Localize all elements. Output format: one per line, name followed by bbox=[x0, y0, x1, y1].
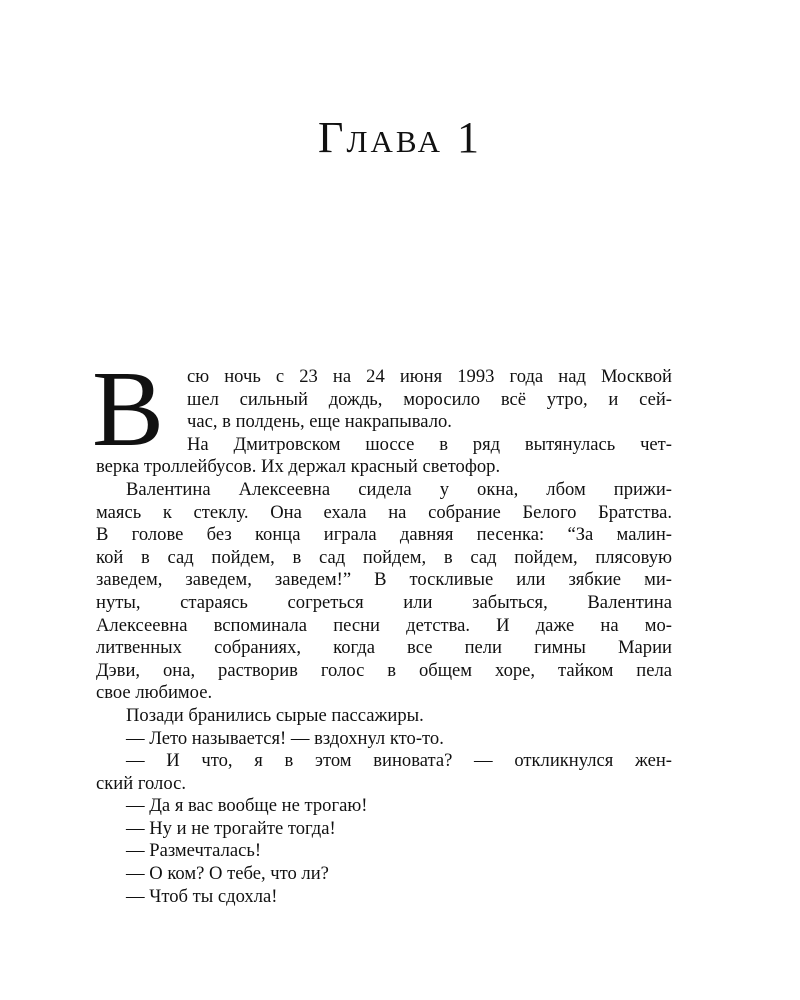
chapter-title bbox=[0, 112, 800, 163]
text-line: заведем, заведем, заведем!” В тоскливые или зябкие ми- bbox=[96, 569, 672, 591]
text-line: час, в полдень, еще накрапывало. bbox=[187, 411, 452, 433]
text-line: Дэви, она, растворив голос в общем хоре, тайком пела bbox=[96, 659, 672, 681]
dialogue-line: ский голос. bbox=[96, 772, 186, 794]
text-line: сю ночь с 23 на 24 июня 1993 года над Москвой bbox=[187, 366, 672, 387]
chapter-body bbox=[92, 350, 672, 908]
text-line: Алексеевна вспоминала песни детства. И даже на мо- bbox=[96, 614, 672, 636]
text-line: кой в сад пойдем, в сад пойдем, в сад пойдем, плясовую bbox=[96, 546, 672, 568]
text-line: маясь к стеклу. Она ехала на собрание Белого Братства. bbox=[96, 501, 672, 523]
dialogue-line: — И что, я в этом виновата? — откликнулся жен- bbox=[126, 750, 672, 772]
text-line: Позади бранились сырые пассажиры. bbox=[126, 704, 424, 726]
text-line: Валентина Алексеевна сидела у окна, лбом прижи- bbox=[126, 478, 672, 500]
drop-cap: В bbox=[92, 350, 165, 469]
text-line: В голове без конца играла давняя песенка: “За малин- bbox=[96, 524, 672, 546]
dialogue-line: — О ком? О тебе, что ли? bbox=[126, 863, 329, 885]
dialogue-line: — Размечталась! bbox=[126, 840, 262, 862]
text-line: нуты, стараясь согреться или забыться, Валентина bbox=[96, 591, 672, 613]
drop-cap-lines bbox=[187, 366, 672, 456]
chapter-number: 1 bbox=[456, 113, 482, 162]
dialogue-line: — Чтоб ты сдохла! bbox=[126, 885, 278, 907]
text-line: шел сильный дождь, моросило всё утро, и сей- bbox=[187, 388, 672, 410]
chapter-title-word: Глава bbox=[318, 113, 443, 162]
dialogue-line: — Ну и не трогайте тогда! bbox=[126, 817, 336, 839]
dialogue-line: — Да я вас вообще не трогаю! bbox=[126, 795, 368, 817]
text-line: литвенных собраниях, когда все пели гимны Марии bbox=[96, 637, 672, 659]
text-line: свое любимое. bbox=[96, 682, 213, 704]
text-line: верка троллейбусов. Их держал красный светофор. bbox=[96, 456, 501, 478]
dialogue-line: — Лето называется! — вздохнул кто-то. bbox=[126, 727, 444, 749]
text-line: На Дмитровском шоссе в ряд вытянулась чет- bbox=[187, 433, 672, 455]
